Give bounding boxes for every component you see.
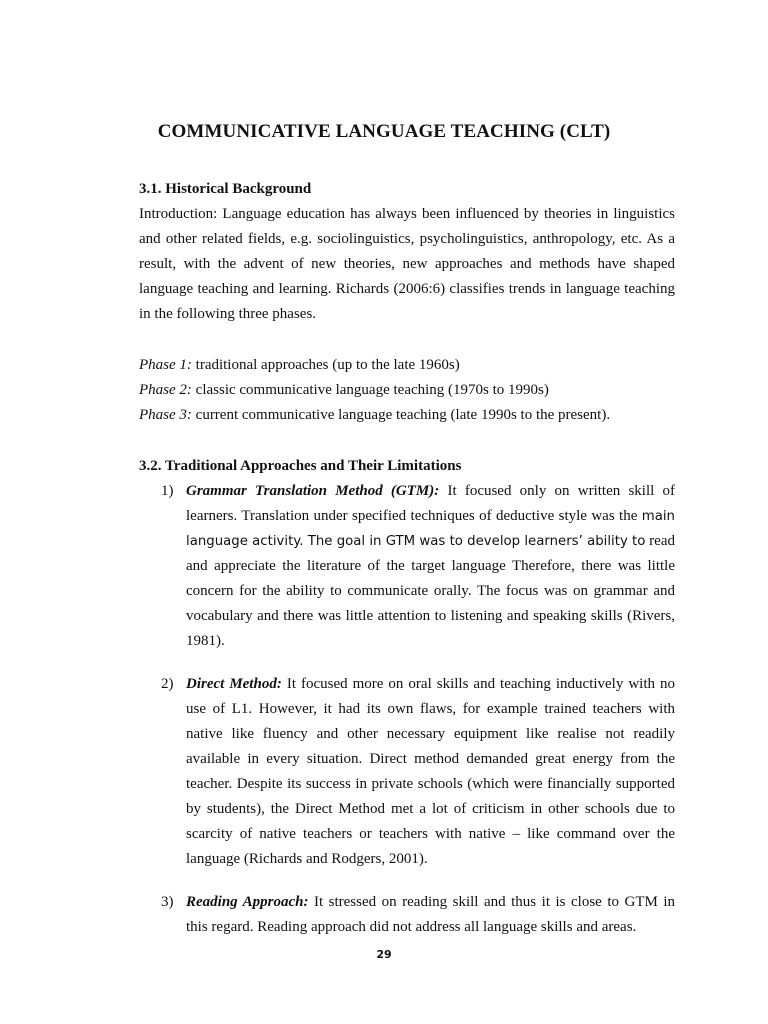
approach-term: Reading Approach: <box>186 894 309 910</box>
approach-term: Direct Method: <box>186 676 282 692</box>
page-number: 29 <box>376 948 392 961</box>
approach-list-item-direct-method <box>139 672 675 872</box>
phase-text: traditional approaches (up to the late 1960s) <box>191 357 460 373</box>
phase-label: Phase 2: <box>139 382 192 398</box>
section-historical-background <box>139 177 675 327</box>
list-number: 1) <box>161 483 174 499</box>
approach-text: It stressed on reading skill and thus it is close to GTM in this regard. Reading approach did not address all language skills and areas. <box>186 894 676 935</box>
section-heading: 3.2. Traditional Approaches and Their Limitations <box>139 458 462 474</box>
phase-text: current communicative language teaching (late 1990s to the present). <box>191 407 611 423</box>
phase-item <box>139 353 675 378</box>
approach-list-item-gtm <box>139 479 675 654</box>
section-traditional-approaches <box>139 454 675 479</box>
intro-paragraph: Introduction: Language education has always been influenced by theories in linguistics and other related fields, e.g. sociolinguistics, psycholinguistics, anthropology, etc. As a result, with the advent of new theories, new approaches and methods have shaped language teaching and learning. Richards (2006:6) classifies trends in language teaching in the following three phases. <box>139 206 675 322</box>
page-title: COMMUNICATIVE LANGUAGE TEACHING (CLT) <box>157 121 611 142</box>
approach-text-sans: main language activity. The goal in GTM was to develop learners’ ability to <box>186 509 675 549</box>
list-number: 3) <box>161 894 174 910</box>
list-item <box>139 890 675 940</box>
phase-label: Phase 3: <box>139 407 192 423</box>
approach-text: read and appreciate the literature of the target language Therefore, there was little concern for the ability to communicate orally. The focus was on grammar and vocabulary and there was little attention to listening and speaking skills (Rivers, 1981). <box>186 533 675 649</box>
list-item <box>139 479 675 654</box>
phase-item <box>139 403 675 428</box>
phase-list <box>139 353 675 428</box>
approach-term: Grammar Translation Method (GTM): <box>186 483 440 499</box>
approach-text: It focused only on written skill of learners. Translation under specified techniques of deductive style was the <box>186 483 675 524</box>
list-number: 2) <box>161 676 174 692</box>
list-item <box>139 672 675 872</box>
approach-list-item-reading-approach <box>139 890 675 940</box>
section-heading: 3.1. Historical Background <box>139 181 312 197</box>
phase-item <box>139 378 675 403</box>
phase-text: classic communicative language teaching (1970s to 1990s) <box>191 382 549 398</box>
approach-text: It focused more on oral skills and teaching inductively with no use of L1. However, it had its own flaws, for example trained teachers with native like fluency and other necessary equipment like realise not readily available in every situation. Direct method demanded great energy from the teacher. Despite its success in private schools (which were financially supported by students), the Direct Method met a lot of criticism in other schools due to scarcity of native teachers or teachers with native – like command over the language (Richards and Rodgers, 2001). <box>186 676 676 867</box>
phase-label: Phase 1: <box>139 357 192 373</box>
